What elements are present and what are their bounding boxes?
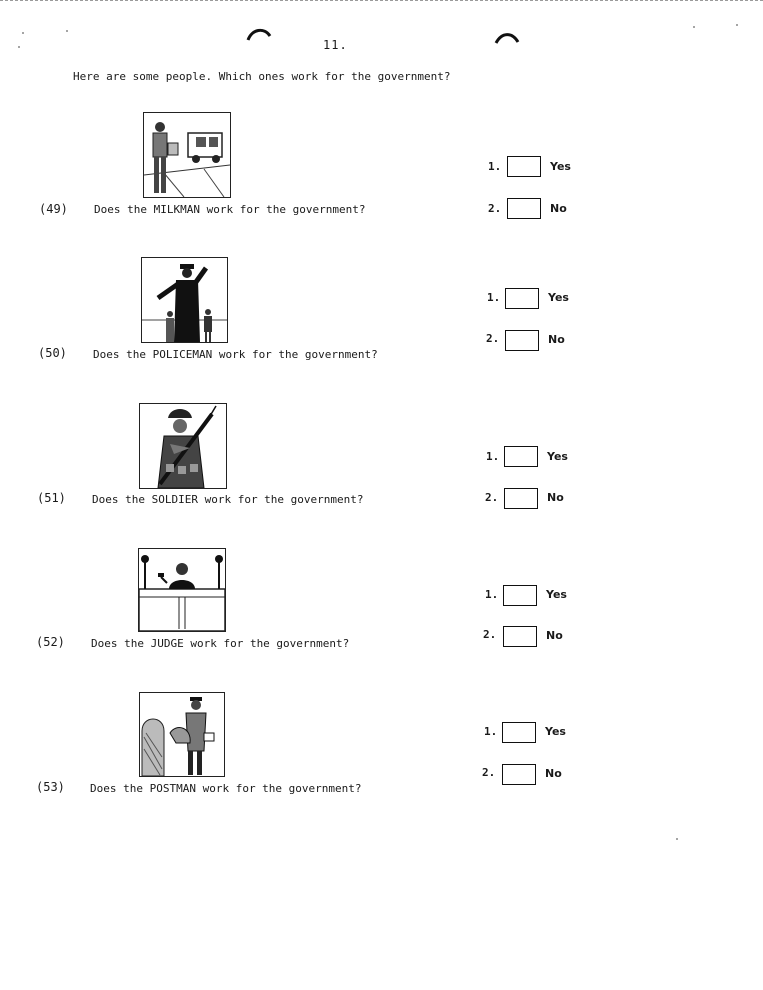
- option-number: 1.: [486, 450, 500, 463]
- milkman-picture: [143, 112, 231, 198]
- policeman-picture: [141, 257, 228, 343]
- option-number: 2.: [486, 332, 500, 345]
- intro-text: Here are some people. Which ones work for the government?: [73, 70, 451, 83]
- yes-checkbox[interactable]: [503, 585, 537, 606]
- option-number: 2.: [483, 628, 497, 641]
- scan-speck: [693, 26, 695, 28]
- yes-label: Yes: [546, 588, 567, 601]
- question-number: (49): [39, 202, 68, 216]
- judge-picture: [138, 548, 226, 632]
- option-number: 2.: [488, 202, 502, 215]
- question-text: Does the MILKMAN work for the government?: [94, 203, 366, 216]
- scan-speck: [676, 838, 678, 840]
- no-label: No: [548, 333, 565, 346]
- no-label: No: [545, 767, 562, 780]
- no-checkbox[interactable]: [507, 198, 541, 219]
- scan-speck: [18, 46, 20, 48]
- question-number: (51): [37, 491, 66, 505]
- question-number: (52): [36, 635, 65, 649]
- yes-checkbox[interactable]: [507, 156, 541, 177]
- postman-picture: [139, 692, 225, 777]
- yes-label: Yes: [547, 450, 568, 463]
- no-label: No: [547, 491, 564, 504]
- scan-mark-right: [494, 30, 520, 46]
- option-number: 2.: [482, 766, 496, 779]
- question-text: Does the POSTMAN work for the government?: [90, 782, 362, 795]
- yes-label: Yes: [550, 160, 571, 173]
- yes-checkbox[interactable]: [502, 722, 536, 743]
- question-number: (53): [36, 780, 65, 794]
- no-checkbox[interactable]: [503, 626, 537, 647]
- question-text: Does the JUDGE work for the government?: [91, 637, 350, 650]
- option-number: 1.: [487, 291, 501, 304]
- question-number: (50): [38, 346, 67, 360]
- scan-speck: [22, 32, 24, 34]
- no-label: No: [546, 629, 563, 642]
- question-text: Does the SOLDIER work for the government?: [92, 493, 364, 506]
- yes-label: Yes: [548, 291, 569, 304]
- page-number: 11.: [323, 38, 348, 52]
- no-label: No: [550, 202, 567, 215]
- option-number: 1.: [488, 160, 502, 173]
- option-number: 1.: [485, 588, 499, 601]
- no-checkbox[interactable]: [505, 330, 539, 351]
- no-checkbox[interactable]: [504, 488, 538, 509]
- question-text: Does the POLICEMAN work for the government?: [93, 348, 378, 361]
- scan-speck: [736, 24, 738, 26]
- page-top-border: [0, 0, 763, 1]
- scan-mark-left: [246, 26, 272, 42]
- scan-speck: [66, 30, 68, 32]
- yes-label: Yes: [545, 725, 566, 738]
- option-number: 1.: [484, 725, 498, 738]
- yes-checkbox[interactable]: [504, 446, 538, 467]
- soldier-picture: [139, 403, 227, 489]
- option-number: 2.: [485, 491, 499, 504]
- yes-checkbox[interactable]: [505, 288, 539, 309]
- no-checkbox[interactable]: [502, 764, 536, 785]
